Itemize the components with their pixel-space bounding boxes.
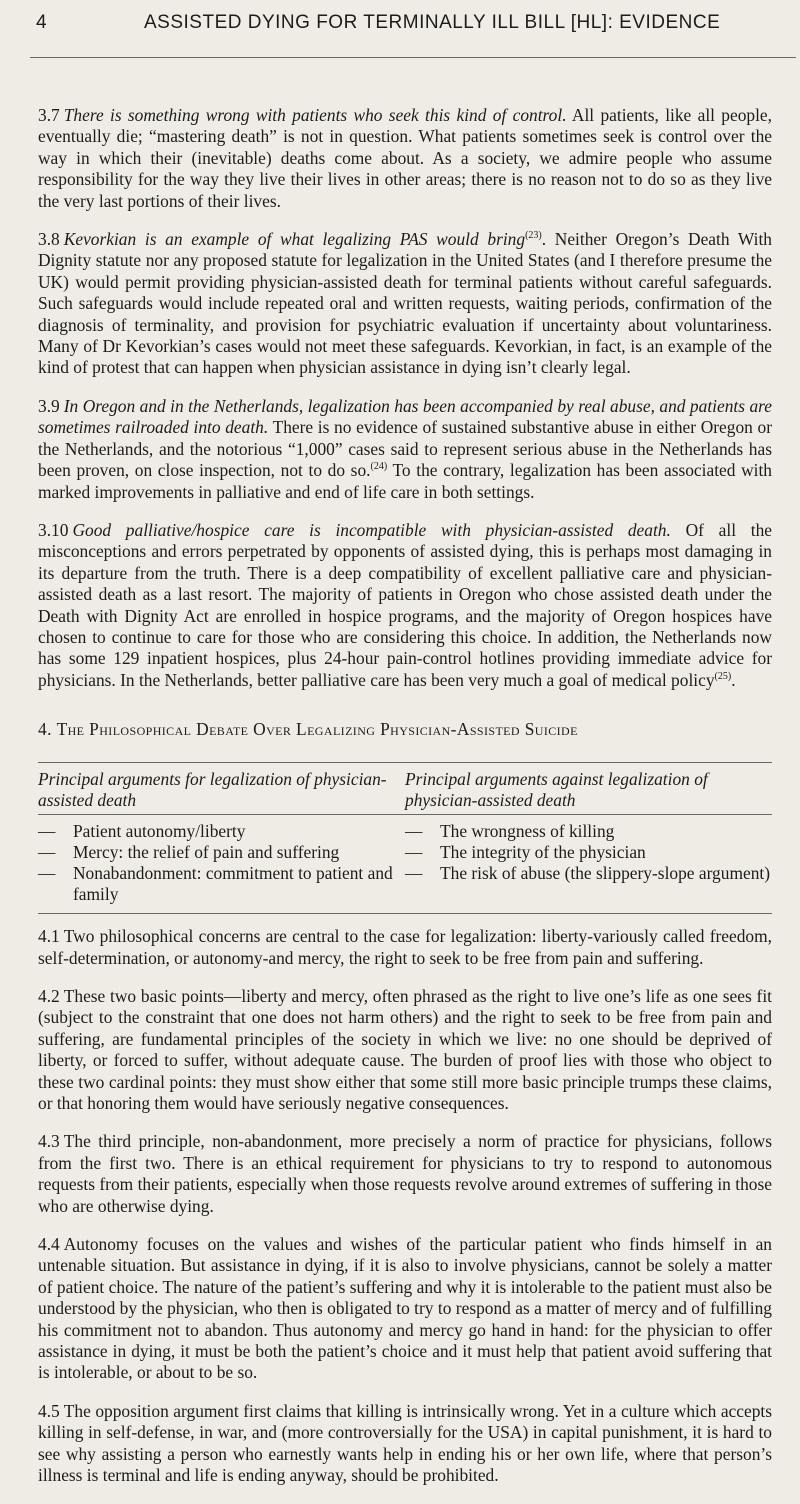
paragraph-3-8 <box>38 229 772 379</box>
paragraph-number: 4.3 <box>38 1131 60 1152</box>
for-heading: Principal arguments for legalization of physician-assisted death <box>38 769 387 811</box>
section-title: The Philosophical Debate Over Legalizing Physician-Assisted Suicide <box>56 719 578 740</box>
paragraph-3-10 <box>38 520 772 691</box>
footnote-ref: (24) <box>370 461 388 473</box>
document-body <box>38 105 772 1504</box>
arguments-table <box>38 762 772 914</box>
paragraph-text: . Neither Oregon’s Death With Dignity statute nor any proposed statute for legalization in the United States (and I therefore presume the UK) would permit providing physician-assisted death for terminal patients without careful safeguards. Such safeguards would include repeated oral and written requests, waiting periods, confirmation of the diagnosis of terminality, and provision for psychiatric evaluation if uncertainty about voluntariness. Many of Dr Kevorkian’s cases would not meet these safeguards. Kevorkian, in fact, is an example of the kind of protest that can happen when physician assistance in dying isn’t clearly legal. <box>38 229 772 378</box>
paragraph-number: 3.7 <box>38 105 60 125</box>
paragraph-4-1 <box>38 926 772 969</box>
paragraph-text: The third principle, non-abandonment, more precisely a norm of practice for physicians, follows from the first two. There is an ethical requirement for physicians to try to respond to autonomous requests from their patients, especially when those requests revolve around extremes of suffering in those who are otherwise dying. <box>38 1131 772 1216</box>
paragraph-number: 4.1 <box>38 926 60 947</box>
against-item: — The integrity of the physician <box>405 842 772 863</box>
paragraph-number: 4.5 <box>38 1400 60 1421</box>
paragraph-4-2 <box>38 986 772 1114</box>
paragraph-text: Autonomy focuses on the values and wishes of the particular patient who finds himself in an untenable situation. But assistance in dying, if it is also to involve physicians, cannot be solely a matter of patient choice. The nature of the patient’s suffering and why it is intolerable to the patient must also be understood by the physician, who then is obligated to try to respond as a matter of mercy and of fulfilling his commitment not to abandon. Thus autonomy and mercy go hand in hand: for the physician to offer assistance in dying, it must be both the patient’s choice and it must help that patient avoid suffering that is intolerable, or about to be so. <box>38 1234 772 1383</box>
paragraph-lead: In Oregon and in the Netherlands, legalization has been accompanied by real abuse, and patients are sometimes railroaded into death. <box>38 395 772 438</box>
paragraph-4-3 <box>38 1131 772 1217</box>
paragraph-3-9 <box>38 396 772 503</box>
paragraph-lead: There is something wrong with patients who seek this kind of control. <box>63 105 567 125</box>
paragraph-number: 4.4 <box>38 1234 60 1255</box>
paragraph-text: Two philosophical concerns are central to the case for legalization: liberty-variously called freedom, self-determination, or autonomy-and mercy, the right to seek to be free from pain and suffering. <box>38 926 772 968</box>
footnote-ref: (25) <box>714 670 732 682</box>
paragraph-text-tail: . <box>731 669 736 690</box>
paragraph-text: These two basic points—liberty and mercy, often phrased as the right to live one’s life as one sees fit (subject to the constraint that one does not harm others) and the right to seek to be free from pain and suffering, are fundamental principles of the society in which we live: no one should be deprived of liberty, or forced to suffer, without adequate cause. The burden of proof lies with those who object to these two cardinal points: they must show either that some still more basic principle trumps these claims, or that honoring them would have seriously negative consequences. <box>38 985 772 1113</box>
footnote-ref: (23) <box>525 230 542 242</box>
paragraph-lead: Kevorkian is an example of what legalizing PAS would bring <box>63 229 526 250</box>
for-list <box>38 821 405 905</box>
section-heading <box>38 719 772 740</box>
paragraph-text: Of all the misconceptions and errors perpetrated by opponents of assisted dying, this is perhaps most damaging in its departure from the truth. There is a deep compatibility of excellent palliative care and physician-assisted death as a last resort. The majority of patients in Oregon who chose assisted death under the Death with Dignity Act are enrolled in hospice programs, and the majority of Oregon hospices have chosen to continue to care for those who are considering this choice. In addition, the Netherlands now has some 129 inpatient hospices, plus 24-hour pain-control hotlines providing immediate advice for physicians. In the Netherlands, better palliative care has been very much a goal of medical policy <box>38 519 772 690</box>
page-number: 4 <box>36 12 47 33</box>
paragraph-text: All patients, like all people, eventually die; “mastering death” is not in question. What patients sometimes seek is control over the way in which their (inevitable) deaths come about. As a society, we admire people who assume responsibility for the way they live their lives in other areas; there is no reason not to do so as they live the very last portions of their lives. <box>38 105 772 211</box>
against-item: — The risk of abuse (the slippery-slope argument) <box>405 863 772 884</box>
against-column <box>405 821 772 905</box>
for-item: — Patient autonomy/liberty <box>38 821 405 842</box>
against-item: — The wrongness of killing <box>405 821 772 842</box>
paragraph-number: 3.10 <box>38 519 69 540</box>
paragraph-lead: Good palliative/hospice care is incompatible with physician-assisted death. <box>72 519 671 540</box>
arguments-table-header <box>38 763 772 815</box>
paragraph-text: There is no evidence of sustained substantive abuse in either Oregon or the Netherlands, and the notorious “1,000” cases said to represent serious abuse in the Netherlands has been proven, on close inspection, not to do so. <box>38 417 773 481</box>
for-item: — Mercy: the relief of pain and suffering <box>38 842 405 863</box>
for-column <box>38 821 405 905</box>
running-title: ASSISTED DYING FOR TERMINALLY ILL BILL [HL]: EVIDENCE <box>144 12 721 33</box>
section-number: 4. <box>38 719 52 740</box>
against-list <box>405 821 772 884</box>
paragraph-4-5 <box>38 1401 772 1487</box>
paragraph-number: 4.2 <box>38 985 60 1006</box>
header-rule <box>30 57 796 58</box>
against-heading: Principal arguments against legalization of physician-assisted death <box>405 769 708 811</box>
paragraph-number: 3.9 <box>38 395 60 416</box>
for-item: — Nonabandonment: commitment to patient and family <box>38 863 405 905</box>
paragraph-text-tail: To the contrary, legalization has been associated with marked improvements in palliative and end of life care in both settings. <box>38 460 772 502</box>
paragraph-number: 3.8 <box>38 229 60 250</box>
arguments-table-body <box>38 815 772 913</box>
paragraph-4-4 <box>38 1234 772 1384</box>
paragraph-3-7 <box>38 105 772 212</box>
paragraph-text: The opposition argument first claims that killing is intrinsically wrong. Yet in a culture which accepts killing in self-defense, in war, and (more controversially for the USA) in capital punishment, it is hard to see why assisting a person who earnestly wants help in ending his or her own life, where that person’s illness is terminal and life is ending anyway, should be prohibited. <box>38 1400 772 1486</box>
page-header <box>30 0 780 40</box>
